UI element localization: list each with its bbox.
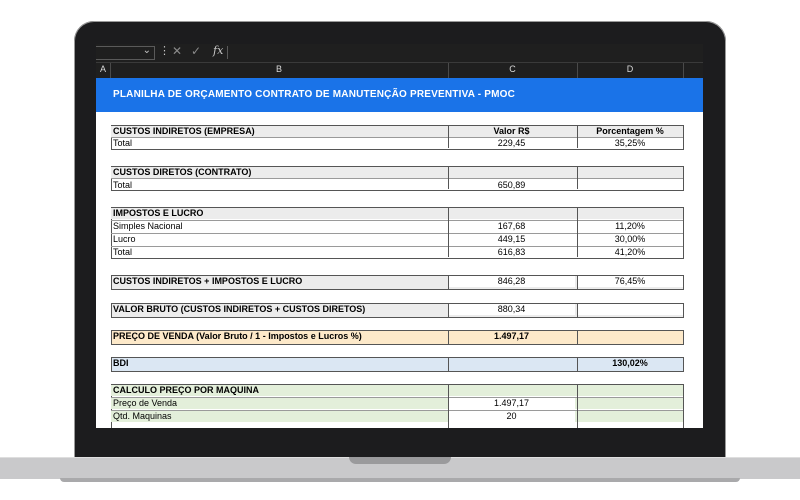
formula-bar bbox=[96, 44, 703, 62]
row-divider bbox=[111, 178, 683, 179]
table-row[interactable] bbox=[111, 411, 683, 422]
row-label: Total bbox=[113, 138, 133, 148]
column-label-valor: Valor R$ bbox=[493, 126, 530, 136]
column-divider bbox=[577, 207, 578, 257]
table-row[interactable] bbox=[111, 234, 683, 245]
row-value: 167,68 bbox=[497, 221, 526, 231]
table-row[interactable] bbox=[111, 208, 683, 219]
row-percent-empty bbox=[577, 304, 683, 315]
more-options-icon[interactable]: ⋮ bbox=[159, 44, 170, 57]
enter-icon[interactable]: ✓ bbox=[191, 44, 202, 58]
column-divider bbox=[577, 357, 578, 371]
column-divider bbox=[448, 166, 449, 189]
table-row[interactable] bbox=[111, 180, 683, 191]
column-divider bbox=[577, 384, 578, 428]
row-label: Lucro bbox=[113, 234, 136, 244]
row-value: 1.497,17 bbox=[493, 331, 530, 341]
row-value: 20 bbox=[448, 411, 575, 422]
table-row[interactable] bbox=[111, 304, 683, 315]
row-label: PREÇO DE VENDA (Valor Bruto / 1 - Impostos e Lucros %) bbox=[113, 331, 362, 341]
row-percent: 76,45% bbox=[577, 276, 683, 287]
column-divider bbox=[448, 207, 449, 257]
row-value: 449,15 bbox=[497, 234, 526, 244]
row-percent: 35,25% bbox=[614, 138, 646, 148]
column-divider bbox=[448, 357, 449, 371]
column-header-b[interactable]: B bbox=[275, 64, 282, 74]
insert-function-button[interactable]: fx bbox=[213, 44, 224, 57]
row-percent: 30,00% bbox=[614, 234, 646, 244]
row-value: 880,34 bbox=[448, 304, 575, 315]
section-header: CALCULO PREÇO POR MAQUINA bbox=[113, 385, 259, 395]
spreadsheet-screen bbox=[96, 44, 703, 428]
table-row[interactable] bbox=[111, 398, 683, 409]
row-value: 616,83 bbox=[497, 247, 526, 257]
row-value: 650,89 bbox=[497, 180, 526, 190]
table-row[interactable] bbox=[111, 276, 683, 287]
row-label: Total bbox=[113, 180, 133, 190]
row-percent: 11,20% bbox=[615, 221, 645, 231]
column-divider bbox=[577, 125, 578, 148]
cancel-icon[interactable]: ✕ bbox=[172, 44, 183, 58]
laptop-base-shadow bbox=[60, 478, 740, 482]
row-label: Qtd. Maquinas bbox=[113, 411, 172, 421]
column-divider bbox=[448, 330, 449, 344]
column-divider bbox=[448, 303, 449, 317]
column-divider bbox=[448, 125, 449, 148]
table-row[interactable] bbox=[111, 385, 683, 396]
column-divider bbox=[577, 303, 578, 317]
laptop-opening-notch bbox=[349, 457, 451, 464]
column-header-bar bbox=[96, 62, 703, 78]
table-row[interactable] bbox=[111, 247, 683, 258]
row-value: 1.497,17 bbox=[448, 398, 575, 409]
column-divider bbox=[577, 330, 578, 344]
column-header-c[interactable]: C bbox=[509, 64, 516, 74]
column-divider bbox=[577, 275, 578, 289]
row-label: CUSTOS INDIRETOS + IMPOSTOS E LUCRO bbox=[113, 276, 303, 286]
table-row[interactable] bbox=[111, 331, 683, 342]
row-label: Total bbox=[113, 247, 133, 257]
row-percent: 41,20% bbox=[614, 247, 646, 257]
table-row[interactable] bbox=[111, 138, 683, 149]
row-value: 846,28 bbox=[448, 276, 575, 287]
row-label: BDI bbox=[113, 358, 129, 368]
formula-input[interactable] bbox=[227, 46, 703, 59]
row-label: VALOR BRUTO (CUSTOS INDIRETOS + CUSTOS DIRETOS) bbox=[113, 304, 366, 314]
column-header-d[interactable]: D bbox=[626, 64, 634, 74]
name-box[interactable] bbox=[96, 46, 155, 60]
row-value: 229,45 bbox=[497, 138, 526, 148]
laptop-bezel-bottom bbox=[96, 428, 703, 457]
chevron-down-icon[interactable]: ⌄ bbox=[142, 45, 151, 56]
table-row[interactable] bbox=[111, 358, 683, 369]
column-divider bbox=[448, 384, 449, 428]
section-header: IMPOSTOS E LUCRO bbox=[113, 208, 204, 218]
column-header-a[interactable]: A bbox=[99, 64, 106, 74]
column-divider bbox=[448, 275, 449, 289]
section-header: CUSTOS INDIRETOS (EMPRESA) bbox=[113, 126, 255, 136]
column-divider bbox=[577, 166, 578, 189]
row-label: Simples Nacional bbox=[113, 221, 183, 231]
column-label-porcentagem: Porcentagem % bbox=[596, 126, 664, 136]
sheet-title-banner[interactable] bbox=[96, 78, 703, 112]
section-header: CUSTOS DIRETOS (CONTRATO) bbox=[113, 167, 252, 177]
table-row[interactable] bbox=[111, 167, 683, 178]
table-row[interactable] bbox=[111, 126, 683, 137]
row-label: Preço de Venda bbox=[113, 398, 178, 408]
row-percent: 130,02% bbox=[612, 358, 648, 368]
column-divider[interactable] bbox=[683, 63, 684, 78]
table-row[interactable] bbox=[111, 221, 683, 232]
sheet-title: PLANILHA DE ORÇAMENTO CONTRATO DE MANUTENÇÃO PREVENTIVA - PMOC bbox=[113, 89, 516, 100]
